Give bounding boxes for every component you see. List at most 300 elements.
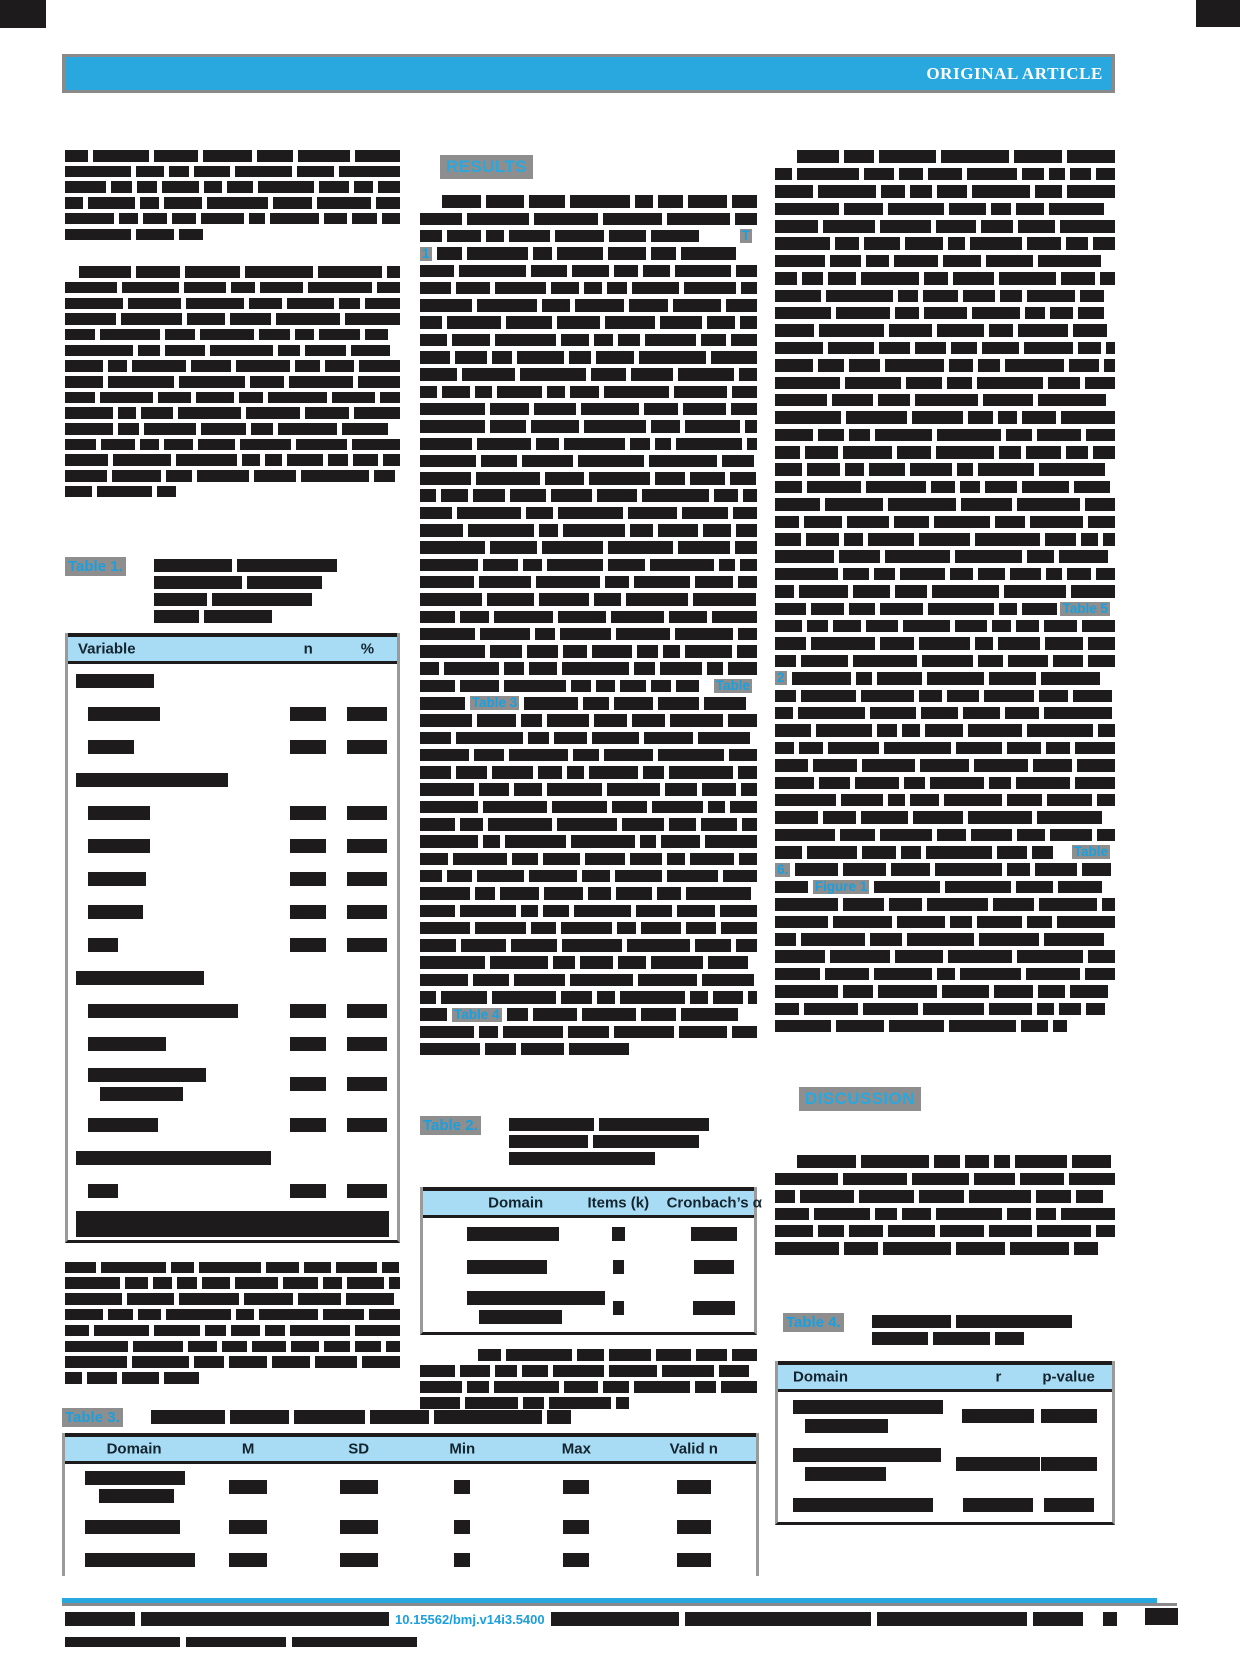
redaction-bar bbox=[544, 887, 582, 900]
redaction-bar bbox=[628, 507, 677, 520]
redaction-bar bbox=[881, 185, 905, 198]
redaction-bar bbox=[468, 524, 535, 537]
redaction-bar bbox=[76, 674, 154, 688]
redaction-bar bbox=[570, 195, 630, 208]
redaction-bar bbox=[456, 732, 523, 745]
redacted-text-line bbox=[65, 1370, 400, 1386]
redaction-bar bbox=[695, 939, 732, 952]
redaction-bar bbox=[494, 1381, 559, 1393]
redaction-bar bbox=[728, 714, 757, 727]
redaction-bar bbox=[558, 507, 623, 520]
redacted-text-line bbox=[775, 931, 1115, 948]
redaction-bar bbox=[65, 298, 123, 310]
redaction-bar bbox=[514, 783, 542, 796]
redaction-bar bbox=[872, 1315, 951, 1328]
redaction-bar bbox=[1037, 429, 1081, 442]
redaction-bar bbox=[1078, 342, 1101, 355]
redacted-text-line bbox=[509, 1116, 757, 1133]
redacted-text-line bbox=[775, 252, 1115, 269]
redaction-bar bbox=[947, 377, 971, 390]
doi-link[interactable]: 10.15562/bmj.v14i3.5400 bbox=[395, 1611, 545, 1627]
redaction-bar bbox=[1103, 1612, 1117, 1626]
redaction-bar bbox=[420, 991, 436, 1004]
redaction-bar bbox=[721, 1381, 756, 1393]
redaction-bar bbox=[305, 407, 349, 419]
redaction-bar bbox=[1025, 307, 1045, 320]
redaction-bar bbox=[325, 360, 353, 372]
redaction-bar bbox=[551, 489, 593, 502]
redaction-bar bbox=[702, 783, 737, 796]
redacted-text-line bbox=[775, 1018, 1115, 1035]
redaction-bar bbox=[342, 423, 388, 435]
redacted-text-line bbox=[420, 452, 757, 469]
redacted-text-line bbox=[154, 591, 400, 608]
redaction-bar bbox=[1000, 290, 1022, 303]
redaction-bar bbox=[874, 568, 895, 581]
redaction-bar bbox=[441, 991, 487, 1004]
redaction-bar bbox=[872, 1332, 928, 1345]
redaction-bar bbox=[844, 150, 874, 163]
redaction-bar bbox=[775, 898, 838, 911]
redacted-text-line bbox=[65, 264, 400, 280]
redaction-bar bbox=[998, 637, 1040, 650]
redaction-bar bbox=[582, 1008, 636, 1021]
redaction-bar bbox=[76, 1211, 389, 1237]
redaction-bar bbox=[339, 298, 361, 310]
redaction-bar bbox=[420, 230, 442, 243]
redaction-bar bbox=[614, 1026, 673, 1039]
redaction-bar bbox=[151, 1410, 226, 1424]
footer-rule-gray bbox=[62, 1603, 1177, 1606]
redacted-text-line bbox=[775, 948, 1115, 965]
redaction-bar bbox=[1038, 255, 1102, 268]
redaction-bar bbox=[775, 846, 802, 859]
redaction-bar bbox=[985, 481, 1017, 494]
redaction-bar bbox=[420, 766, 451, 779]
redacted-text-line bbox=[775, 844, 1115, 861]
redaction-bar bbox=[202, 1277, 230, 1289]
redaction-bar bbox=[611, 611, 664, 624]
redaction-bar bbox=[677, 905, 715, 918]
redaction-bar bbox=[377, 282, 400, 294]
redaction-bar bbox=[608, 559, 645, 572]
redaction-bar bbox=[979, 933, 1039, 946]
redaction-bar bbox=[981, 220, 1013, 233]
redaction-bar bbox=[800, 1190, 854, 1203]
redaction-bar bbox=[989, 324, 1013, 337]
redaction-bar bbox=[420, 438, 472, 451]
redaction-bar bbox=[229, 1553, 267, 1567]
redaction-bar bbox=[483, 801, 547, 814]
redacted-text-line bbox=[420, 1379, 757, 1395]
cross-reference-link[interactable]: Table bbox=[715, 677, 750, 693]
redaction-bar bbox=[352, 213, 377, 225]
redaction-bar bbox=[467, 1260, 547, 1274]
redaction-bar bbox=[119, 213, 139, 225]
redaction-bar bbox=[841, 794, 883, 807]
redaction-bar bbox=[99, 1489, 174, 1503]
redaction-bar bbox=[875, 1208, 897, 1221]
redaction-bar bbox=[252, 1341, 286, 1353]
redaction-bar bbox=[983, 394, 1033, 407]
cross-reference-link[interactable]: 2 bbox=[777, 670, 785, 686]
redaction-bar bbox=[324, 1341, 350, 1353]
redacted-paragraph bbox=[775, 1153, 1115, 1257]
redaction-bar bbox=[177, 1277, 197, 1289]
redacted-text-line bbox=[775, 670, 1115, 687]
redaction-bar bbox=[936, 446, 994, 459]
redaction-bar bbox=[272, 1356, 310, 1368]
redaction-bar bbox=[552, 801, 607, 814]
cross-reference-link[interactable]: 1 bbox=[422, 245, 430, 261]
redaction-bar bbox=[378, 181, 400, 193]
redaction-bar bbox=[562, 939, 623, 952]
redaction-bar bbox=[775, 742, 794, 755]
redacted-text-line bbox=[775, 705, 1115, 722]
table4-caption-label[interactable]: Table 4. bbox=[783, 1313, 844, 1332]
redaction-bar bbox=[878, 985, 937, 998]
redaction-bar bbox=[570, 974, 633, 987]
redaction-bar bbox=[738, 576, 757, 589]
redacted-text-line bbox=[420, 1006, 757, 1023]
redaction-bar bbox=[236, 1309, 254, 1321]
redaction-bar bbox=[910, 185, 932, 198]
redaction-bar bbox=[818, 359, 845, 372]
redaction-bar bbox=[978, 568, 1006, 581]
redaction-bar bbox=[1093, 237, 1115, 250]
redaction-bar bbox=[912, 1173, 969, 1186]
redaction-bar bbox=[198, 439, 235, 451]
redaction-bar bbox=[1005, 359, 1064, 372]
redaction-bar bbox=[775, 1208, 809, 1221]
table1-caption-label[interactable]: Table 1. bbox=[65, 557, 126, 576]
redaction-bar bbox=[97, 486, 152, 498]
redaction-bar bbox=[681, 1008, 738, 1021]
redaction-bar bbox=[673, 299, 722, 312]
redaction-bar bbox=[1067, 568, 1090, 581]
redaction-bar bbox=[164, 197, 203, 209]
redacted-text-line bbox=[775, 461, 1115, 478]
redaction-bar bbox=[461, 939, 506, 952]
redaction-bar bbox=[490, 541, 537, 554]
redaction-bar bbox=[276, 313, 340, 325]
redaction-bar bbox=[467, 1291, 605, 1305]
redacted-text-line bbox=[775, 1153, 1115, 1170]
redacted-text-line bbox=[420, 885, 757, 902]
redacted-text-line bbox=[65, 195, 400, 211]
redaction-bar bbox=[420, 645, 485, 658]
redaction-bar bbox=[677, 1553, 711, 1567]
cross-reference-link[interactable]: Figure 1 bbox=[814, 879, 868, 895]
redaction-bar bbox=[486, 230, 505, 243]
redaction-bar bbox=[88, 740, 134, 754]
redaction-bar bbox=[894, 255, 938, 268]
redaction-bar bbox=[290, 1325, 350, 1337]
redaction-bar bbox=[657, 887, 681, 900]
redaction-bar bbox=[632, 282, 679, 295]
redaction-bar bbox=[495, 1365, 517, 1377]
redacted-text-line bbox=[420, 504, 757, 521]
table1-body bbox=[68, 664, 397, 1240]
redaction-bar bbox=[928, 603, 994, 616]
redaction-bar bbox=[1022, 411, 1056, 424]
redaction-bar bbox=[805, 446, 838, 459]
redaction-bar bbox=[676, 438, 743, 451]
redacted-text-line bbox=[420, 677, 757, 694]
redaction-bar bbox=[649, 455, 717, 468]
redaction-bar bbox=[454, 1520, 470, 1534]
redaction-bar bbox=[596, 351, 634, 364]
redaction-bar bbox=[231, 282, 255, 294]
redacted-text-line bbox=[65, 1354, 400, 1370]
redaction-bar bbox=[420, 524, 463, 537]
redaction-bar bbox=[65, 376, 103, 388]
redacted-text-line bbox=[65, 468, 400, 484]
redaction-bar bbox=[833, 620, 861, 633]
redacted-text-line bbox=[420, 816, 757, 833]
redaction-bar bbox=[651, 680, 671, 693]
redaction-bar bbox=[212, 593, 312, 606]
redaction-bar bbox=[775, 342, 823, 355]
redaction-bar bbox=[701, 818, 737, 831]
redacted-text-line bbox=[420, 487, 757, 504]
redaction-bar bbox=[1017, 950, 1083, 963]
redaction-bar bbox=[210, 345, 273, 357]
redaction-bar bbox=[775, 324, 814, 337]
redaction-bar bbox=[290, 905, 326, 919]
redaction-bar bbox=[420, 749, 469, 762]
redaction-bar bbox=[478, 1349, 501, 1361]
redaction-bar bbox=[919, 690, 943, 703]
redaction-bar bbox=[793, 1448, 941, 1462]
redaction-bar bbox=[739, 853, 757, 866]
redaction-bar bbox=[797, 168, 859, 181]
redaction-bar bbox=[1074, 481, 1109, 494]
redaction-bar bbox=[136, 166, 164, 178]
redaction-bar bbox=[1097, 829, 1115, 842]
redaction-bar bbox=[382, 1262, 399, 1274]
redaction-bar bbox=[977, 916, 1022, 929]
redaction-bar bbox=[775, 568, 838, 581]
redaction-bar bbox=[420, 628, 475, 641]
redaction-bar bbox=[951, 342, 977, 355]
redaction-bar bbox=[420, 559, 478, 572]
redaction-bar bbox=[567, 766, 584, 779]
redaction-bar bbox=[76, 1151, 271, 1165]
redaction-bar bbox=[382, 213, 400, 225]
redaction-bar bbox=[534, 213, 597, 226]
redaction-bar bbox=[1016, 620, 1039, 633]
redaction-bar bbox=[65, 1356, 127, 1368]
redaction-bar bbox=[420, 922, 470, 935]
redaction-bar bbox=[229, 1520, 267, 1534]
redaction-bar bbox=[319, 181, 349, 193]
redaction-bar bbox=[547, 714, 589, 727]
redaction-bar bbox=[460, 1365, 490, 1377]
redaction-bar bbox=[1050, 829, 1092, 842]
redaction-bar bbox=[1044, 707, 1112, 720]
redaction-bar bbox=[807, 846, 857, 859]
redaction-bar bbox=[998, 411, 1017, 424]
redaction-bar bbox=[819, 324, 883, 337]
redaction-bar bbox=[843, 568, 868, 581]
redaction-bar bbox=[830, 255, 861, 268]
column-header-min: Min bbox=[449, 1440, 476, 1458]
redaction-bar bbox=[903, 620, 951, 633]
redaction-bar bbox=[793, 1498, 933, 1512]
cross-reference-link[interactable]: Table bbox=[1073, 844, 1108, 860]
redacted-paragraph bbox=[65, 148, 400, 242]
redaction-bar bbox=[1085, 498, 1115, 511]
redaction-bar bbox=[200, 329, 254, 341]
redaction-bar bbox=[291, 1341, 319, 1353]
redaction-bar bbox=[897, 916, 945, 929]
redaction-bar bbox=[420, 351, 450, 364]
redaction-bar bbox=[490, 403, 529, 416]
redaction-bar bbox=[870, 707, 916, 720]
redaction-bar bbox=[1050, 307, 1073, 320]
redaction-bar bbox=[698, 732, 750, 745]
redaction-bar bbox=[655, 472, 686, 485]
redaction-bar bbox=[132, 360, 186, 372]
redaction-bar bbox=[420, 299, 472, 312]
redaction-bar bbox=[949, 1020, 1016, 1033]
redaction-bar bbox=[247, 576, 321, 589]
redaction-bar bbox=[542, 299, 570, 312]
table2-caption-label[interactable]: Table 2. bbox=[420, 1116, 481, 1135]
redaction-bar bbox=[804, 516, 842, 529]
redaction-bar bbox=[719, 1365, 749, 1377]
cross-reference-link[interactable]: Table 3 bbox=[471, 695, 518, 711]
redaction-bar bbox=[695, 1381, 716, 1393]
redacted-text-line bbox=[420, 1363, 757, 1379]
table-row-redacted bbox=[423, 1218, 754, 1251]
redaction-bar bbox=[737, 645, 757, 658]
redaction-bar bbox=[895, 307, 919, 320]
redaction-bar bbox=[236, 360, 290, 372]
redaction-bar bbox=[895, 950, 942, 963]
table3-caption-label[interactable]: Table 3. bbox=[62, 1408, 123, 1427]
redaction-bar bbox=[641, 922, 681, 935]
redaction-bar bbox=[775, 377, 840, 390]
redaction-bar bbox=[616, 1397, 629, 1409]
redaction-bar bbox=[775, 220, 818, 233]
redaction-bar bbox=[153, 1277, 171, 1289]
redaction-bar bbox=[328, 454, 348, 466]
redaction-bar bbox=[154, 593, 207, 606]
redaction-bar bbox=[775, 516, 799, 529]
redaction-bar bbox=[915, 342, 947, 355]
redaction-bar bbox=[814, 1208, 870, 1221]
redacted-text-line bbox=[775, 965, 1115, 982]
redaction-bar bbox=[895, 585, 927, 598]
redaction-bar bbox=[644, 403, 678, 416]
redaction-bar bbox=[65, 1277, 120, 1289]
redaction-bar bbox=[301, 470, 369, 482]
redaction-bar bbox=[94, 1325, 149, 1337]
redaction-bar bbox=[690, 472, 725, 485]
redaction-bar bbox=[936, 1208, 1001, 1221]
redaction-bar bbox=[65, 1309, 103, 1321]
redaction-bar bbox=[736, 524, 757, 537]
redaction-bar bbox=[775, 429, 813, 442]
redaction-bar bbox=[88, 1068, 206, 1082]
redaction-bar bbox=[420, 1026, 474, 1039]
redaction-bar bbox=[1067, 185, 1115, 198]
redaction-bar bbox=[323, 1309, 364, 1321]
redaction-bar bbox=[420, 939, 456, 952]
redaction-bar bbox=[844, 203, 883, 216]
redaction-bar bbox=[347, 1184, 387, 1198]
redaction-bar bbox=[663, 645, 680, 658]
redaction-bar bbox=[950, 916, 972, 929]
redaction-bar bbox=[561, 922, 612, 935]
redaction-bar bbox=[380, 392, 400, 404]
redacted-text-line bbox=[420, 989, 757, 1006]
redaction-bar bbox=[861, 272, 919, 285]
cross-reference-link[interactable]: Table 5 bbox=[1062, 600, 1108, 616]
redacted-text-line bbox=[775, 583, 1115, 600]
table3-caption bbox=[62, 1408, 759, 1427]
redaction-bar bbox=[454, 1480, 470, 1494]
redaction-bar bbox=[592, 645, 632, 658]
redaction-bar bbox=[290, 1118, 326, 1132]
redaction-bar bbox=[354, 181, 373, 193]
redaction-bar bbox=[298, 1293, 341, 1305]
redaction-bar bbox=[935, 863, 1002, 876]
redaction-bar bbox=[702, 974, 753, 987]
cross-reference-link[interactable]: 6. bbox=[777, 861, 789, 877]
redaction-bar bbox=[65, 345, 133, 357]
redaction-bar bbox=[828, 342, 874, 355]
redaction-bar bbox=[340, 1520, 378, 1534]
redaction-bar bbox=[547, 783, 602, 796]
redaction-bar bbox=[678, 368, 734, 381]
redaction-bar bbox=[359, 360, 400, 372]
cross-reference-link[interactable]: Table 4 bbox=[453, 1006, 500, 1022]
table-row-redacted bbox=[778, 1488, 1112, 1522]
redaction-bar bbox=[775, 463, 802, 476]
redaction-bar bbox=[775, 1003, 799, 1016]
redaction-bar bbox=[201, 423, 246, 435]
redaction-bar bbox=[533, 1008, 577, 1021]
redaction-bar bbox=[1027, 724, 1094, 737]
redaction-bar bbox=[775, 550, 834, 563]
redaction-bar bbox=[620, 680, 646, 693]
redacted-text-line bbox=[775, 635, 1115, 652]
redaction-bar bbox=[297, 166, 333, 178]
table-row-redacted bbox=[68, 1174, 397, 1207]
redaction-bar bbox=[1016, 777, 1070, 790]
redacted-text-line bbox=[65, 374, 400, 390]
redaction-bar bbox=[733, 507, 757, 520]
redaction-bar bbox=[1004, 585, 1065, 598]
redaction-bar bbox=[191, 360, 230, 372]
table-row-redacted bbox=[68, 961, 397, 994]
redaction-bar bbox=[613, 1260, 624, 1274]
redacted-text-line bbox=[65, 1323, 400, 1339]
redaction-bar bbox=[589, 472, 650, 485]
redaction-bar bbox=[910, 463, 952, 476]
cross-reference-link[interactable]: T bbox=[741, 228, 750, 244]
redaction-bar bbox=[133, 1341, 183, 1353]
redaction-bar bbox=[1060, 220, 1115, 233]
redaction-bar bbox=[986, 255, 1032, 268]
redaction-bar bbox=[968, 724, 1021, 737]
redaction-bar bbox=[420, 801, 478, 814]
redaction-bar bbox=[467, 247, 528, 260]
redaction-bar bbox=[942, 985, 989, 998]
